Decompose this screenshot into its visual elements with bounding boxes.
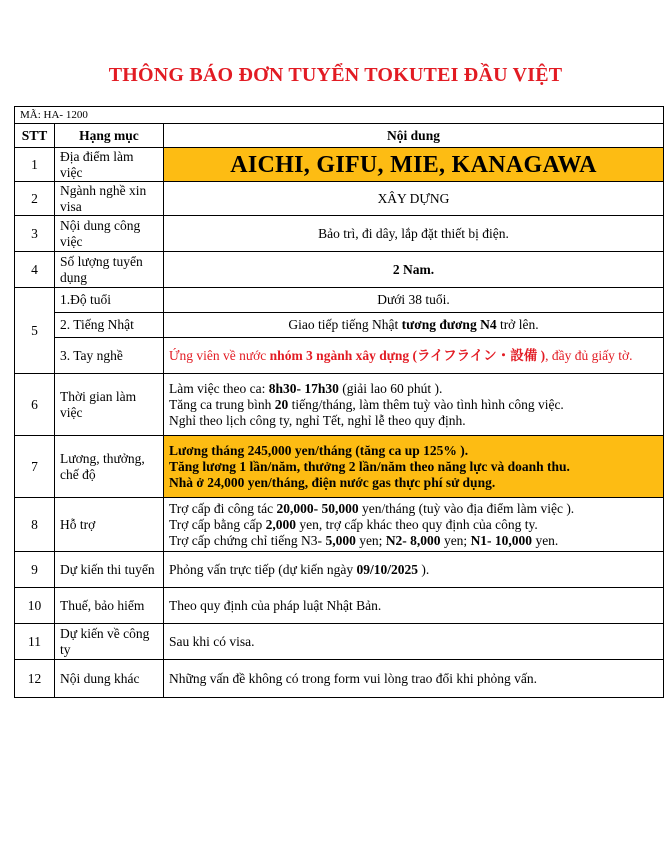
row-number: 4: [15, 252, 55, 288]
table-row: [15, 313, 664, 338]
text-line: Nghỉ theo lịch công ty, nghỉ Tết, nghỉ lễ theo quy định.: [169, 412, 466, 428]
text-segment: 20,000- 50,000: [276, 500, 359, 516]
text-segment: N1- 10,000: [470, 532, 533, 548]
row-category: Nội dung công việc: [55, 216, 164, 252]
row-content: Dưới 38 tuổi.: [164, 288, 664, 313]
table-row: [15, 182, 664, 216]
text-segment: trở lên.: [496, 317, 539, 332]
row-number: 12: [15, 660, 55, 698]
text-segment: Làm việc theo ca:: [169, 380, 269, 396]
header-content: Nội dung: [164, 124, 664, 148]
text-segment: 8h30- 17h30: [268, 380, 339, 396]
table-row: [15, 436, 664, 498]
row-category: Hỗ trợ: [55, 498, 164, 552]
row-number: 11: [15, 624, 55, 660]
header-category: Hạng mục: [55, 124, 164, 148]
row-content: [164, 552, 664, 588]
row-number: 1: [15, 148, 55, 182]
row-content: Những vấn đề không có trong form vui lòng trao đổi khi phỏng vấn.: [164, 660, 664, 698]
text-segment: tương đương N4: [401, 317, 497, 332]
text-segment: Phỏng vấn trực tiếp (dự kiến ngày: [169, 561, 357, 577]
text-segment: Tăng ca trung bình: [169, 396, 275, 412]
row-category: Ngành nghề xin visa: [55, 182, 164, 216]
text-segment: 2,000: [265, 516, 296, 532]
text-segment: nhóm 3 ngành xây dựng (ライフライン・設備 ): [269, 347, 546, 363]
text-segment: yen.: [532, 532, 559, 548]
row-category: Lương, thưởng, chế độ: [55, 436, 164, 498]
row-number: 7: [15, 436, 55, 498]
row-category: Địa điểm làm việc: [55, 148, 164, 182]
row-content: Sau khi có visa.: [164, 624, 664, 660]
text-segment: yen;: [355, 532, 386, 548]
row-number: 5: [15, 288, 55, 374]
text-segment: Ứng viên về nước: [169, 347, 270, 363]
salary-content: [164, 436, 664, 498]
row-category: 1.Độ tuổi: [55, 288, 164, 313]
text-segment: 20: [274, 396, 289, 412]
text-line: [169, 517, 658, 533]
recruitment-table: [14, 106, 664, 698]
text-segment: Trợ cấp đi công tác: [169, 500, 277, 516]
table-row: [15, 338, 664, 374]
text-segment: ).: [418, 561, 430, 577]
text-line: [169, 501, 658, 517]
table-row: [15, 660, 664, 698]
row-content: XÂY DỰNG: [164, 182, 664, 216]
row-number: 9: [15, 552, 55, 588]
header-row: [15, 124, 664, 148]
text-line: Lương tháng 245,000 yen/tháng (tăng ca up 125% ).: [169, 442, 469, 458]
text-segment: N2- 8,000: [385, 532, 441, 548]
row-category: Thuế, bảo hiểm: [55, 588, 164, 624]
table-row: [15, 624, 664, 660]
table-row: [15, 498, 664, 552]
table-row: [15, 288, 664, 313]
text-segment: Giao tiếp tiếng Nhật: [288, 317, 402, 332]
row-content: 2 Nam.: [164, 252, 664, 288]
code-row: [15, 107, 664, 124]
page-title: THÔNG BÁO ĐƠN TUYỂN TOKUTEI ĐẦU VIỆT: [108, 64, 563, 86]
row-content: [164, 313, 664, 338]
job-code: MÃ: HA- 1200: [15, 107, 664, 124]
row-content: Theo quy định của pháp luật Nhật Bản.: [164, 588, 664, 624]
row-category: Dự kiến về công ty: [55, 624, 164, 660]
row-number: 2: [15, 182, 55, 216]
row-number: 6: [15, 374, 55, 436]
text-segment: , đầy đủ giấy tờ.: [545, 347, 633, 363]
row-category: Nội dung khác: [55, 660, 164, 698]
row-number: 3: [15, 216, 55, 252]
row-content: [164, 498, 664, 552]
text-line: [169, 397, 658, 413]
row-category: Số lượng tuyển dụng: [55, 252, 164, 288]
text-segment: Trợ cấp bằng cấp: [169, 516, 266, 532]
row-number: 8: [15, 498, 55, 552]
text-line: [169, 533, 658, 549]
table-row: [15, 588, 664, 624]
text-segment: yen, trợ cấp khác theo quy định của công ty.: [296, 516, 538, 532]
table-row: [15, 216, 664, 252]
row-content: [164, 338, 664, 374]
table-row: [15, 374, 664, 436]
row-category: Thời gian làm việc: [55, 374, 164, 436]
header-stt: STT: [15, 124, 55, 148]
text-segment: 5,000: [325, 532, 356, 548]
text-segment: (giải lao 60 phút ).: [338, 380, 443, 396]
table-row: [15, 252, 664, 288]
row-category: 3. Tay nghề: [55, 338, 164, 374]
text-segment: tiếng/tháng, làm thêm tuỳ vào tình hình công việc.: [288, 396, 564, 412]
row-category: Dự kiến thi tuyển: [55, 552, 164, 588]
table-row: [15, 148, 664, 182]
row-category: 2. Tiếng Nhật: [55, 313, 164, 338]
text-segment: yen/tháng (tuỳ vào địa điểm làm việc ).: [358, 500, 575, 516]
text-segment: Trợ cấp chứng chỉ tiếng N3-: [169, 532, 326, 548]
text-line: [169, 381, 658, 397]
work-location-value: AICHI, GIFU, MIE, KANAGAWA: [164, 148, 664, 182]
table-row: [15, 552, 664, 588]
text-line: Nhà ở 24,000 yen/tháng, điện nước gas thực phí sử dụng.: [169, 474, 496, 490]
row-number: 10: [15, 588, 55, 624]
row-content: Bảo trì, đi dây, lắp đặt thiết bị điện.: [164, 216, 664, 252]
text-segment: yen;: [440, 532, 471, 548]
row-content: [164, 374, 664, 436]
text-line: Tăng lương 1 lần/năm, thưởng 2 lần/năm theo năng lực và doanh thu.: [169, 458, 570, 474]
text-segment: 09/10/2025: [356, 561, 418, 577]
